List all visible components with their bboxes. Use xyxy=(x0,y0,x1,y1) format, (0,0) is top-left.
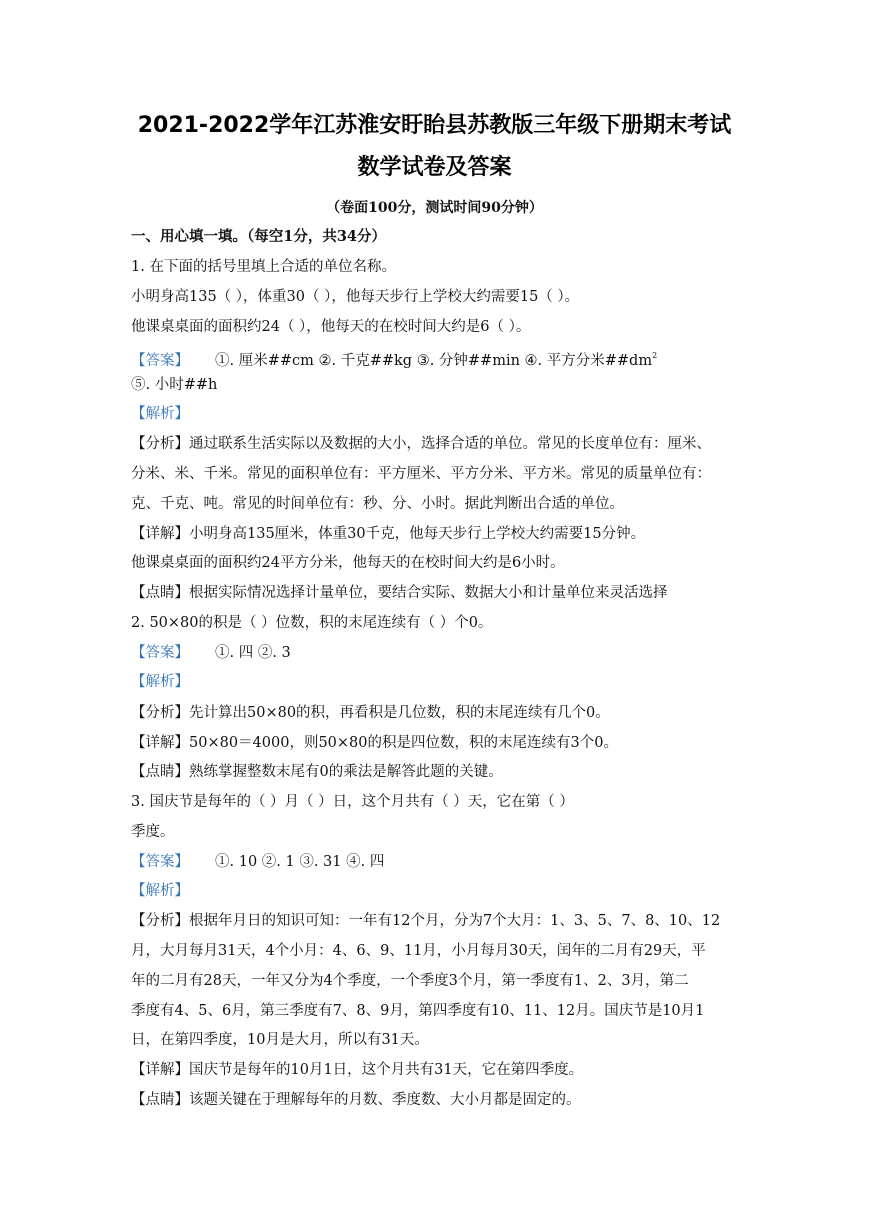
q2-answer xyxy=(131,643,291,663)
q3-dianjing-text: 该题关键在于理解每年的月数、季度数、大小月都是固定的。 xyxy=(189,1092,581,1108)
q2-answer-text: ①. 四 ②. 3 xyxy=(215,645,291,661)
q3-xiangjie xyxy=(131,1060,583,1080)
q3-dianjing xyxy=(131,1090,581,1110)
q3-analysis-label: 【解析】 xyxy=(131,883,189,899)
q3-fenxi-1 xyxy=(131,911,720,931)
q3-stem-2: 季度。 xyxy=(131,824,175,840)
q1-answer-sup: 2 xyxy=(652,351,658,360)
q1-answer-label: 【答案】 xyxy=(131,353,189,369)
q2-analysis-label: 【解析】 xyxy=(131,674,189,690)
q3-stem: 3. 国庆节是每年的（ ）月（ ）日，这个月共有（ ）天，它在第（ ） xyxy=(131,794,574,810)
q2-fenxi-label: 【分析】 xyxy=(131,705,189,721)
q3-answer xyxy=(131,852,384,872)
q1-fenxi-text-1: 通过联系生活实际以及数据的大小，选择合适的单位。常见的长度单位有：厘米、 xyxy=(189,436,711,452)
q3-fenxi-label: 【分析】 xyxy=(131,913,189,929)
section1-heading: 一、用心填一填。（每空1分，共34分） xyxy=(131,228,387,245)
q3-fenxi-3: 年的二月有28天，一年又分为4个季度，一个季度3个月，第一季度有1、2、3月，第二 xyxy=(131,973,689,989)
q2-xiangjie-label: 【详解】 xyxy=(131,735,189,751)
q1-dianjing xyxy=(131,583,668,603)
q3-fenxi-2: 月，大月每月31天，4个小月：4、6、9、11月，小月每月30天，闰年的二月有29天，平 xyxy=(131,943,706,959)
q1-xiangjie-label: 【详解】 xyxy=(131,526,189,542)
q2-fenxi xyxy=(131,703,610,723)
q2-fenxi-text: 先计算出50×80的积，再看积是几位数，积的末尾连续有几个0。 xyxy=(189,705,610,721)
q1-answer-line2: ⑤. 小时##h xyxy=(131,377,218,393)
q1-xiangjie-1 xyxy=(131,524,645,544)
q1-answer xyxy=(131,346,657,371)
q3-xiangjie-label: 【详解】 xyxy=(131,1062,189,1078)
q1-line2: 他课桌桌面的面积约24（ ），他每天的在校时间大约是6（ ）。 xyxy=(131,319,531,335)
q3-fenxi-5: 日，在第四季度，10月是大月，所以有31天。 xyxy=(131,1032,429,1048)
document-title-line2: 数学试卷及答案 xyxy=(357,155,512,180)
q1-answer-text: ①. 厘米##cm ②. 千克##kg ③. 分钟##min ④. 平方分米##dm xyxy=(215,353,653,369)
q2-xiangjie xyxy=(131,733,618,753)
q1-fenxi-2: 分米、米、千米。常见的面积单位有：平方厘米、平方分米、平方米。常见的质量单位有： xyxy=(131,466,711,482)
q3-fenxi-text-1: 根据年月日的知识可知：一年有12个月，分为7个大月：1、3、5、7、8、10、12 xyxy=(189,913,721,929)
q1-xiangjie-2: 他课桌桌面的面积约24平方分米，他每天的在校时间大约是6小时。 xyxy=(131,555,565,571)
q1-line1: 小明身高135（ ），体重30（ ），他每天步行上学校大约需要15（ ）。 xyxy=(131,289,580,305)
q1-xiangjie-text-1: 小明身高135厘米，体重30千克，他每天步行上学校大约需要15分钟。 xyxy=(189,526,646,542)
q1-fenxi-label: 【分析】 xyxy=(131,436,189,452)
q2-xiangjie-text: 50×80＝4000，则50×80的积是四位数，积的末尾连续有3个0。 xyxy=(189,735,618,751)
q2-answer-label: 【答案】 xyxy=(131,645,189,661)
q1-fenxi-3: 克、千克、吨。常见的时间单位有：秒、分、小时。据此判断出合适的单位。 xyxy=(131,496,624,512)
q1-analysis-label: 【解析】 xyxy=(131,406,189,422)
document-subtitle: （卷面100分，测试时间90分钟） xyxy=(326,200,543,216)
q2-stem: 2. 50×80的积是（ ）位数，积的末尾连续有（ ）个0。 xyxy=(131,615,493,631)
q3-answer-text: ①. 10 ②. 1 ③. 31 ④. 四 xyxy=(215,854,385,870)
q2-dianjing-text: 熟练掌握整数末尾有0的乘法是解答此题的关键。 xyxy=(189,764,503,780)
q2-dianjing-label: 【点睛】 xyxy=(131,764,189,780)
q3-xiangjie-text: 国庆节是每年的10月1日，这个月共有31天，它在第四季度。 xyxy=(189,1062,584,1078)
q3-answer-label: 【答案】 xyxy=(131,854,189,870)
q3-dianjing-label: 【点睛】 xyxy=(131,1092,189,1108)
document-title-line1: 2021-2022学年江苏淮安盱眙县苏教版三年级下册期末考试 xyxy=(137,113,732,138)
q2-dianjing xyxy=(131,762,503,782)
q3-fenxi-4: 季度有4、5、6月，第三季度有7、8、9月，第四季度有10、11、12月。国庆节是10月1 xyxy=(131,1003,705,1019)
q1-fenxi-1 xyxy=(131,434,711,454)
q1-dianjing-text: 根据实际情况选择计量单位，要结合实际、数据大小和计量单位来灵活选择 xyxy=(189,585,668,601)
q1-dianjing-label: 【点睛】 xyxy=(131,585,189,601)
q1-stem: 1. 在下面的括号里填上合适的单位名称。 xyxy=(131,259,396,275)
